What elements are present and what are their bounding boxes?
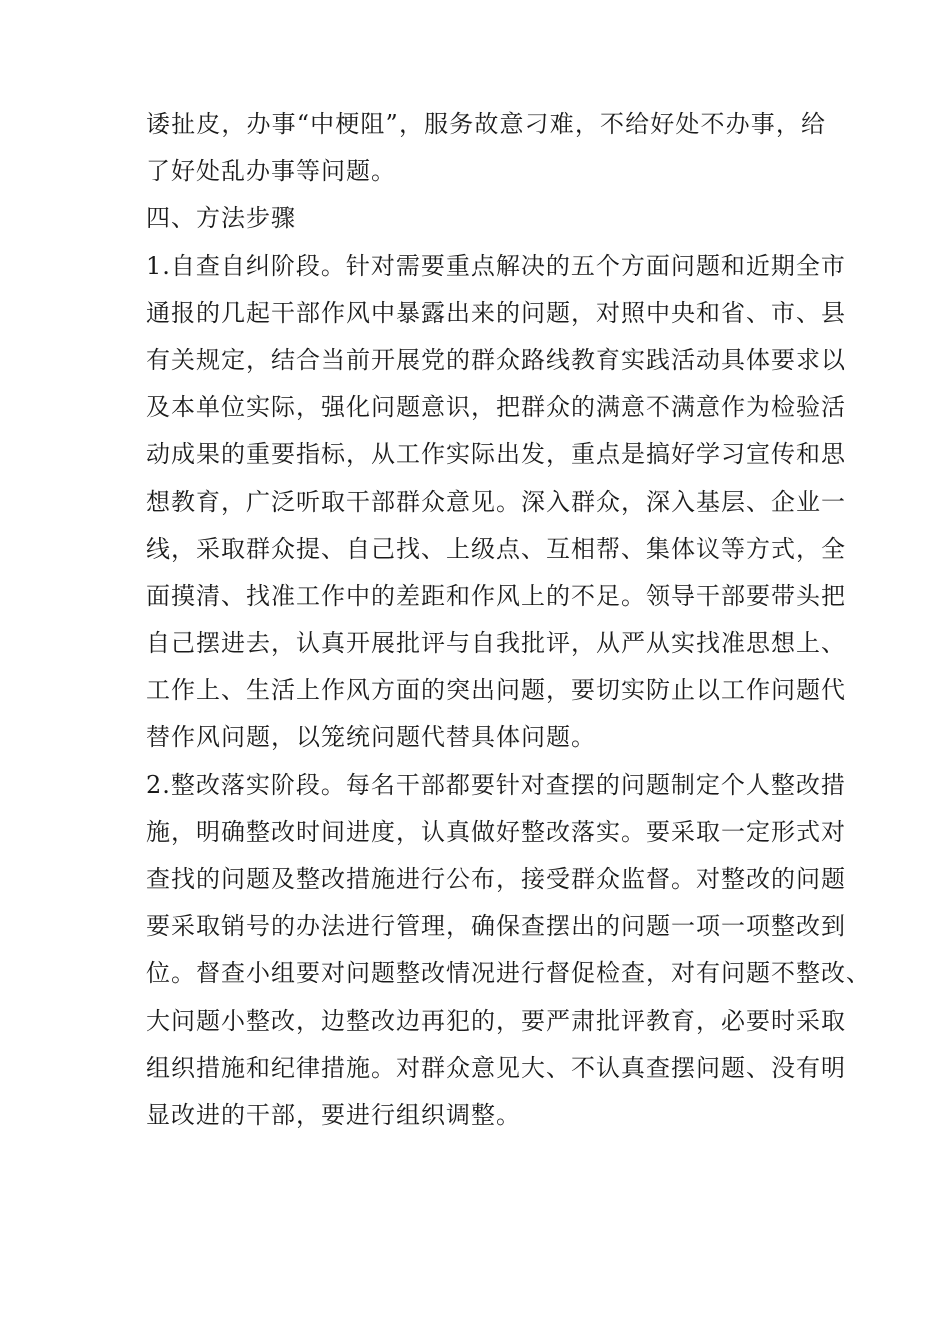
text-line: 通报的几起干部作风中暴露出来的问题，对照中央和省、市、县 (146, 298, 846, 327)
text-line: 工作上、生活上作风方面的突出问题，要切实防止以工作问题代 (146, 676, 846, 705)
text-line: 自己摆进去，认真开展批评与自我批评，从严从实找准思想上、 (146, 629, 846, 658)
text-line: 想教育，广泛听取干部群众意见。深入群众，深入基层、企业一 (146, 487, 846, 516)
text-line: 及本单位实际，强化问题意识，把群众的满意不满意作为检验活 (146, 393, 846, 422)
text-line: 动成果的重要指标，从工作实际出发，重点是搞好学习宣传和思 (146, 440, 846, 469)
text-line: 要采取销号的办法进行管理，确保查摆出的问题一项一项整改到 (146, 912, 846, 941)
text-line: 位。督查小组要对问题整改情况进行督促检查，对有问题不整改、 (146, 959, 871, 988)
text-line: 有关规定，结合当前开展党的群众路线教育实践活动具体要求以 (146, 345, 846, 374)
text-line: 2.整改落实阶段。每名干部都要针对查摆的问题制定个人整改措 (146, 770, 846, 799)
text-line: 四、方法步骤 (146, 204, 296, 233)
text-line: 线，采取群众提、自己找、上级点、互相帮、集体议等方式，全 (146, 534, 846, 563)
text-line: 1.自查自纠阶段。针对需要重点解决的五个方面问题和近期全市 (146, 251, 846, 280)
text-line: 诿扯皮，办事“中梗阻”，服务故意刁难，不给好处不办事，给 (146, 110, 826, 138)
text-line: 替作风问题，以笼统问题代替具体问题。 (146, 723, 596, 752)
text-line: 施，明确整改时间进度，认真做好整改落实。要采取一定形式对 (146, 817, 846, 846)
document-body (146, 101, 871, 1139)
text-line: 查找的问题及整改措施进行公布，接受群众监督。对整改的问题 (146, 865, 846, 893)
text-line: 了好处乱办事等问题。 (146, 157, 396, 186)
text-line: 大问题小整改，边整改边再犯的，要严肃批评教育，必要时采取 (146, 1006, 846, 1035)
text-line: 显改进的干部，要进行组织调整。 (146, 1100, 521, 1129)
text-line: 面摸清、找准工作中的差距和作风上的不足。领导干部要带头把 (146, 581, 846, 610)
text-line: 组织措施和纪律措施。对群众意见大、不认真查摆问题、没有明 (146, 1053, 846, 1082)
